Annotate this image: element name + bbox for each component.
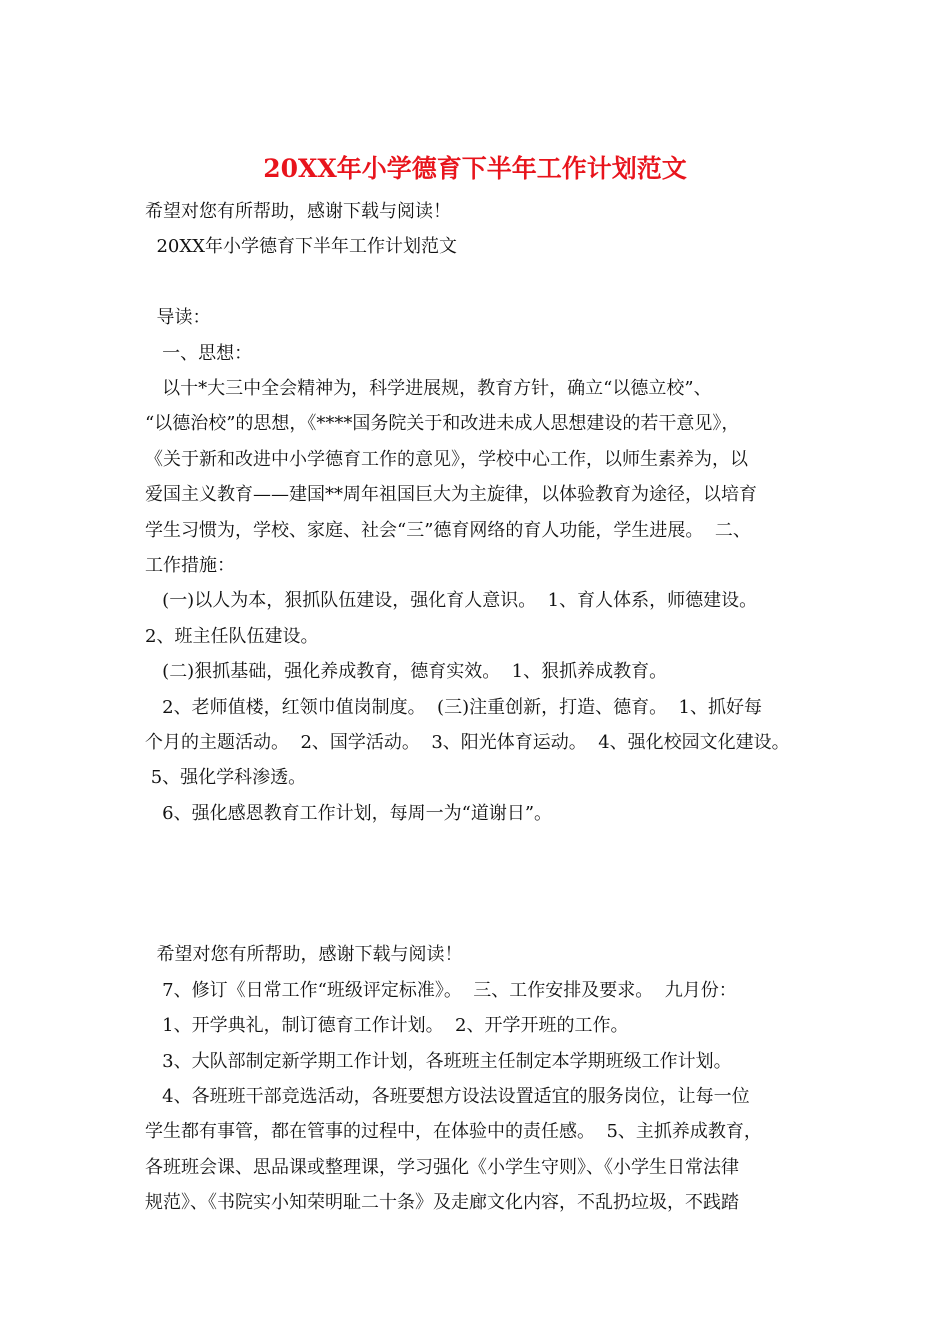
body-line: 20XX年小学德育下半年工作计划范文 (145, 236, 457, 258)
body-line: 学生习惯为，学校、家庭、社会“三”德育网络的育人功能，学生进展。 二、 (145, 519, 751, 541)
body-line: 规范》、《书院实小知荣明耻二十条》及走廊文化内容，不乱扔垃圾，不践踏 (145, 1192, 739, 1214)
body-line: 4、各班班干部竞选活动，各班要想方设法设置适宜的服务岗位，让每一位 (145, 1086, 750, 1107)
body-line: 7、修订《日常工作“班级评定标准》。 三、工作安排及要求。 九月份： (145, 979, 737, 1001)
body-line: 爱国主义教育——建国**周年祖国巨大为主旋律，以体验教育为途径，以培育 (145, 484, 757, 506)
body-line: 3、大队部制定新学期工作计划，各班班主任制定本学期班级工作计划。 (145, 1050, 732, 1072)
body-line: 希望对您有所帮助，感谢下载与阅读！ (145, 201, 451, 222)
body-line: 学生都有事管，都在管事的过程中，在体验中的责任感。 5、主抓养成教育， (145, 1121, 762, 1143)
body-line: “以德治校”的思想，《****国务院关于和改进未成人思想建设的若干意见》， (145, 413, 740, 435)
body-line: 一、思想： (145, 342, 253, 364)
body-line: 导读： (145, 307, 211, 329)
body-line: 6、强化感恩教育工作计划，每周一为“道谢日”。 (145, 802, 553, 824)
body-line: 2、老师值楼，红领巾值岗制度。 (三)注重创新，打造、德育。 1、抓好每 (145, 696, 762, 718)
body-line: 希望对您有所帮助，感谢下载与阅读！ (145, 944, 463, 966)
body-line: 2、班主任队伍建设。 (145, 625, 319, 647)
body-line: 个月的主题活动。 2、国学活动。 3、阳光体育运动。 4、强化校园文化建设。 (145, 732, 790, 753)
body-line: 1、开学典礼，制订德育工作计划。 2、开学开班的工作。 (145, 1015, 629, 1037)
document-title: 20XX年小学德育下半年工作计划范文 (263, 154, 687, 183)
body-line: 以十*大三中全会精神为，科学进展规，教育方针，确立“以德立校”、 (145, 378, 712, 399)
body-line: 各班班会课、思品课或整理课，学习强化《小学生守则》、《小学生日常法律 (145, 1156, 739, 1178)
body-line: 《关于新和改进中小学德育工作的意见》，学校中心工作，以师生素养为，以 (145, 448, 748, 470)
body-line: (一)以人为本，狠抓队伍建设，强化育人意识。 1、育人体系，师德建设。 (145, 590, 758, 612)
body-line: (二)狠抓基础，强化养成教育，德育实效。 1、狠抓养成教育。 (145, 661, 668, 683)
body-line: 工作措施： (145, 555, 235, 576)
body-line: 5、强化学科渗透。 (145, 767, 307, 789)
